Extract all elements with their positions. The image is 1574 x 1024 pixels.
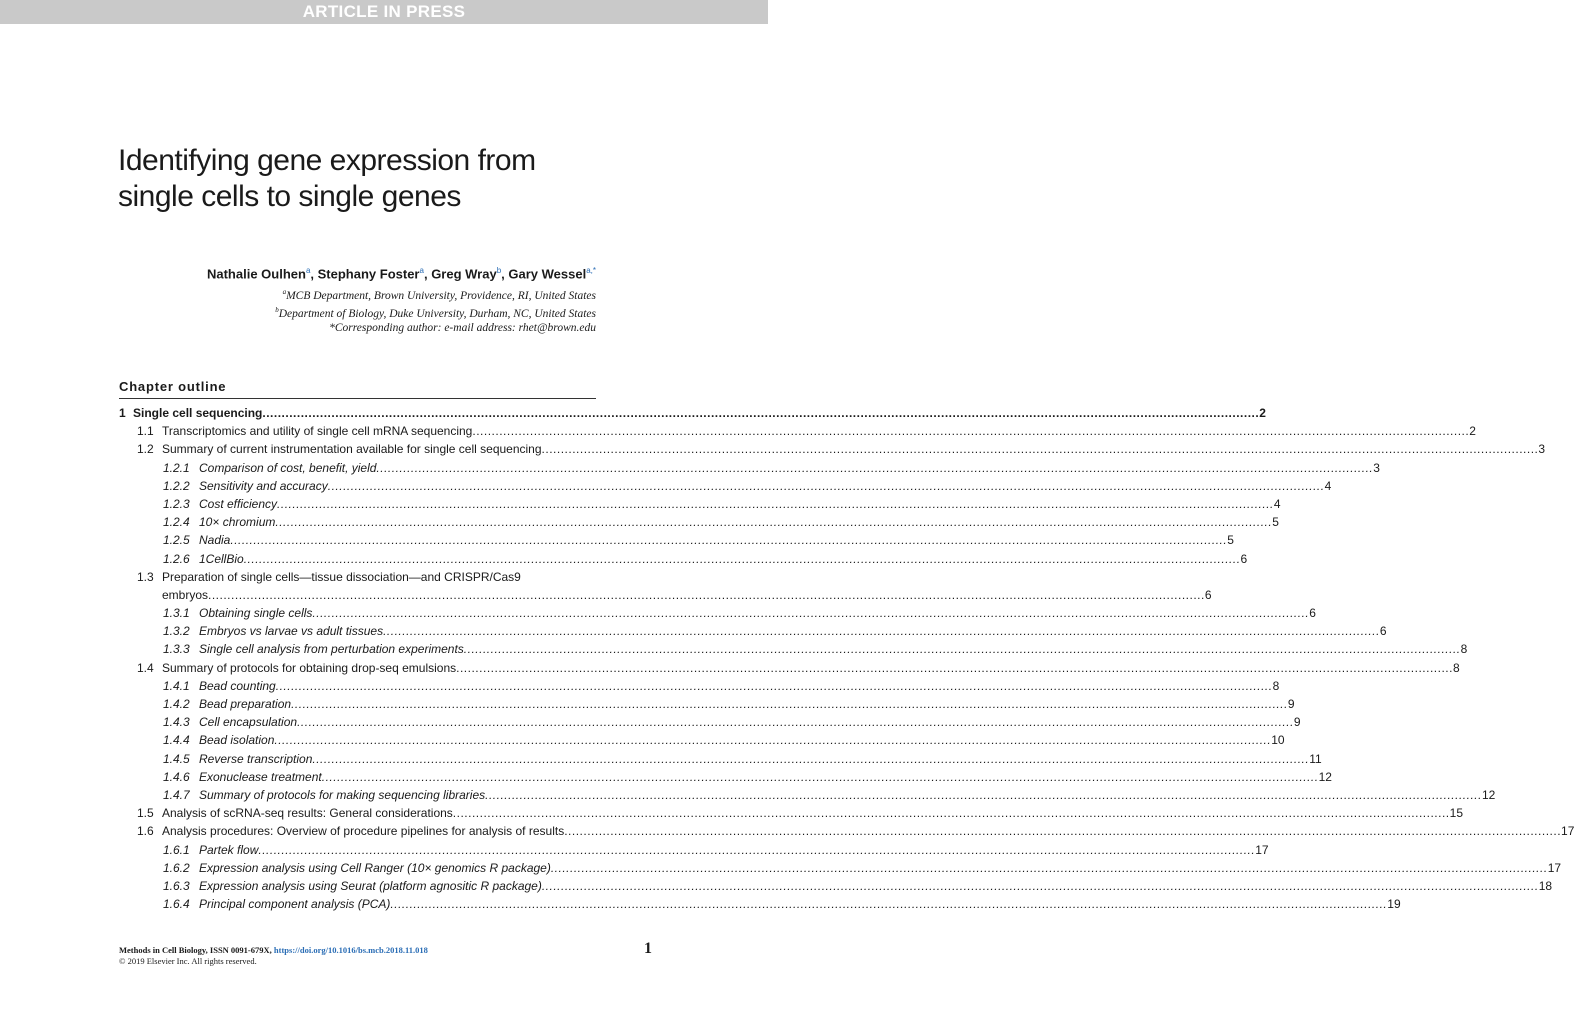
toc-item[interactable]: [119, 477, 1332, 495]
toc-item-entry: [199, 459, 1380, 477]
toc-item-title: Sensitivity and accuracy: [199, 478, 328, 493]
toc-item[interactable]: [119, 568, 596, 586]
toc-item-leader: ....................................................................................................................................................................................................................................................................: [383, 624, 1380, 639]
toc-item-number: 1.4.2: [163, 697, 190, 711]
toc-item-number: 1.4.3: [163, 715, 190, 730]
author-name: Gary Wessel: [508, 266, 587, 282]
toc-item-number: 1.4.1: [163, 678, 190, 693]
toc-item-leader: ....................................................................................................................................................................................................................................................................: [485, 787, 1482, 802]
toc-item-title: Summary of protocols for making sequencing libraries: [199, 787, 486, 802]
article-title: Identifying gene expression from single cells to single genes: [118, 144, 536, 213]
toc-item-title: 1CellBio: [199, 551, 244, 566]
table-of-contents: [119, 404, 1574, 913]
author-affiliation-marker: a: [305, 266, 311, 275]
author-affiliation-marker: b: [496, 266, 502, 275]
toc-item-leader: ....................................................................................................................................................................................................................................................................: [230, 533, 1228, 548]
toc-item[interactable]: [119, 713, 1301, 731]
toc-item[interactable]: [119, 877, 1553, 895]
toc-item-entry: [199, 877, 1553, 895]
toc-item-number: 1.3: [137, 569, 154, 584]
journal-issn: Methods in Cell Biology, ISSN 0091-679X,: [119, 945, 272, 955]
toc-item-title: Partek flow: [199, 842, 259, 857]
toc-item-leader: ....................................................................................................................................................................................................................................................................: [277, 496, 1274, 511]
toc-item[interactable]: [119, 404, 1266, 422]
affiliation-b-text: Department of Biology, Duke University, Durham, NC, United States: [278, 307, 596, 320]
toc-item[interactable]: [119, 422, 1476, 440]
toc-item-entry: [199, 695, 1295, 713]
toc-item-page: 6: [1240, 551, 1248, 566]
toc-item-entry: [199, 750, 1322, 768]
toc-item-number: 1.6.4: [163, 897, 190, 912]
toc-item-page: 12: [1318, 769, 1332, 784]
toc-item-number: 1.3.2: [163, 624, 190, 639]
toc-item-leader: ....................................................................................................................................................................................................................................................................: [463, 642, 1461, 657]
toc-item-leader: ....................................................................................................................................................................................................................................................................: [327, 478, 1325, 493]
toc-item-leader: ....................................................................................................................................................................................................................................................................: [274, 733, 1272, 748]
toc-item-leader: ....................................................................................................................................................................................................................................................................: [262, 406, 1260, 420]
toc-item-title: Embryos vs larvae vs adult tissues: [199, 624, 384, 639]
toc-item-title: Preparation of single cells—tissue dissociation—and CRISPR/Cas9: [162, 569, 521, 584]
toc-item-leader: ....................................................................................................................................................................................................................................................................: [275, 678, 1273, 693]
toc-item-number: 1.6.2: [163, 860, 190, 875]
toc-item-title: Expression analysis using Cell Ranger (10× genomics R package): [199, 860, 551, 875]
toc-item-title: Single cell sequencing: [133, 406, 263, 420]
author-name: Stephany Foster: [317, 266, 420, 282]
doi-link[interactable]: https://doi.org/10.1016/bs.mcb.2018.11.018: [273, 945, 428, 955]
toc-item-entry: [162, 659, 1460, 677]
toc-item-title: Single cell analysis from perturbation experiments: [199, 642, 464, 657]
toc-item-title: Cell encapsulation: [199, 715, 298, 730]
toc-item-title: Bead counting: [199, 678, 276, 693]
toc-item-number: 1.3.1: [163, 606, 190, 621]
toc-item-leader: ....................................................................................................................................................................................................................................................................: [472, 424, 1470, 439]
toc-item-page: 4: [1273, 496, 1281, 511]
toc-item[interactable]: [119, 804, 1463, 822]
toc-item[interactable]: [119, 550, 1248, 568]
toc-item[interactable]: [119, 731, 1285, 749]
toc-item-leader: ....................................................................................................................................................................................................................................................................: [258, 842, 1256, 857]
toc-item-entry: [199, 495, 1281, 513]
toc-item-page: 6: [1204, 587, 1212, 602]
toc-item-page: 19: [1387, 897, 1401, 912]
toc-item[interactable]: [119, 768, 1332, 786]
affiliation-a-marker: a: [282, 288, 287, 296]
toc-item-number: 1.2.5: [163, 533, 190, 548]
author-separator: ,: [423, 266, 432, 282]
toc-item-leader: ....................................................................................................................................................................................................................................................................: [390, 897, 1388, 912]
affiliation-b: [76, 302, 596, 322]
toc-item-title: Bead preparation: [199, 697, 292, 711]
toc-item[interactable]: [119, 440, 1546, 458]
toc-item-leader: ....................................................................................................................................................................................................................................................................: [550, 860, 1548, 875]
toc-item-number: 1.4: [137, 660, 154, 675]
affiliation-a: [76, 284, 596, 304]
toc-item[interactable]: [119, 822, 1574, 840]
toc-item-leader: ....................................................................................................................................................................................................................................................................: [291, 697, 1288, 711]
outline-divider: [119, 398, 596, 399]
toc-item-leader: ....................................................................................................................................................................................................................................................................: [297, 715, 1294, 730]
toc-item[interactable]: [119, 495, 1281, 513]
toc-item-page: 18: [1538, 878, 1553, 893]
toc-item[interactable]: [119, 604, 1316, 622]
toc-item-entry: [199, 859, 1562, 877]
toc-item-title: Expression analysis using Seurat (platform agnositic R package): [199, 878, 542, 893]
toc-item-title: Comparison of cost, benefit, yield: [199, 460, 377, 475]
toc-item[interactable]: [119, 586, 1212, 604]
author-list: [76, 262, 596, 283]
toc-item-number: 1.2.6: [163, 551, 190, 566]
toc-item-number: 1.2.2: [163, 478, 190, 493]
toc-item-page: 5: [1272, 515, 1279, 530]
toc-item-entry: [133, 404, 1266, 422]
toc-item-title: embryos: [162, 587, 209, 602]
toc-item-leader: ....................................................................................................................................................................................................................................................................: [243, 551, 1241, 566]
toc-item-title: Transcriptomics and utility of single cell mRNA sequencing: [162, 424, 473, 439]
toc-item[interactable]: [119, 622, 1387, 640]
toc-item-leader: ....................................................................................................................................................................................................................................................................: [376, 460, 1374, 475]
toc-item-entry: [199, 786, 1496, 804]
corresponding-author: *Corresponding author: e-mail address: rhet@brown.edu: [329, 322, 596, 334]
author-separator: ,: [501, 266, 509, 282]
author-separator: ,: [310, 266, 318, 282]
toc-item-page: 9: [1293, 715, 1301, 730]
toc-item[interactable]: [119, 531, 1234, 549]
toc-item-number: 1.4.6: [163, 769, 190, 784]
toc-item-title: Exonuclease treatment: [199, 769, 322, 784]
toc-item-number: 1.4.7: [163, 787, 190, 802]
toc-item-entry: [162, 804, 1463, 822]
toc-item-number: 1.2.4: [163, 515, 190, 530]
toc-item-title: Summary of current instrumentation available for single cell sequencing: [162, 442, 542, 457]
toc-item-title: Reverse transcription: [199, 751, 313, 766]
toc-item[interactable]: [119, 895, 1401, 913]
toc-item-entry: [199, 513, 1279, 531]
toc-item-leader: ....................................................................................................................................................................................................................................................................: [456, 660, 1453, 675]
toc-item-page: 8: [1460, 642, 1468, 657]
toc-item-entry: [162, 440, 1546, 458]
toc-item[interactable]: [119, 750, 1322, 768]
toc-item[interactable]: [119, 841, 1269, 859]
toc-item-leader: ....................................................................................................................................................................................................................................................................: [208, 587, 1205, 602]
toc-item-entry: [162, 822, 1574, 840]
toc-item-number: 1.3.3: [163, 642, 190, 657]
toc-item-number: 1.2.1: [163, 460, 190, 475]
toc-item-entry: [199, 731, 1285, 749]
toc-item-number: 1.2.3: [163, 496, 190, 511]
toc-item[interactable]: [119, 513, 1279, 531]
toc-item-leader: ....................................................................................................................................................................................................................................................................: [321, 769, 1319, 784]
toc-item-page: 5: [1227, 533, 1234, 548]
toc-item-page: 3: [1373, 460, 1380, 475]
page-number: 1: [644, 940, 652, 957]
toc-item[interactable]: [119, 859, 1562, 877]
toc-item-entry: [199, 713, 1301, 731]
toc-item-title: Cost efficiency: [199, 496, 278, 511]
toc-item[interactable]: [119, 459, 1380, 477]
toc-item-title: Obtaining single cells: [199, 606, 313, 621]
toc-item[interactable]: [119, 786, 1496, 804]
article-in-press-banner: ARTICLE IN PRESS: [0, 0, 768, 24]
toc-item-page: 12: [1481, 787, 1496, 802]
toc-item-number: 1.6: [137, 824, 154, 839]
author-affiliation-marker: a,*: [586, 266, 596, 275]
toc-item-number: 1.1: [137, 424, 154, 439]
toc-item-title: Analysis of scRNA-seq results: General considerations: [162, 806, 453, 821]
author-affiliation-marker: a: [419, 266, 424, 275]
toc-item-entry: [199, 768, 1332, 786]
toc-item-page: 10: [1271, 733, 1285, 748]
toc-item[interactable]: [119, 640, 1468, 658]
footer-info: [119, 945, 559, 967]
toc-item-title: 10× chromium: [199, 515, 276, 530]
toc-item-page: 15: [1449, 806, 1463, 821]
toc-item[interactable]: [119, 677, 1280, 695]
toc-item-entry: [199, 550, 1248, 568]
toc-item-title: Principal component analysis (PCA): [199, 897, 391, 912]
toc-item-page: 17: [1547, 860, 1562, 875]
toc-item-number: 1: [119, 406, 126, 420]
toc-item-entry: [199, 895, 1401, 913]
toc-item-leader: ....................................................................................................................................................................................................................................................................: [312, 751, 1310, 766]
author-name: Greg Wray: [431, 266, 497, 282]
toc-item-page: 2: [1469, 424, 1476, 439]
toc-item-leader: ....................................................................................................................................................................................................................................................................: [541, 878, 1539, 893]
toc-item-entry: [199, 677, 1280, 695]
toc-item-page: 6: [1309, 606, 1316, 621]
toc-item[interactable]: [119, 659, 1460, 677]
toc-item-entry: [162, 422, 1476, 440]
toc-item-page: 6: [1379, 624, 1387, 639]
toc-item-number: 1.6.1: [163, 842, 190, 857]
toc-item-page: 9: [1287, 697, 1295, 711]
footer-citation-line: [119, 945, 559, 956]
toc-item-number: 1.4.5: [163, 751, 190, 766]
toc-item-entry: [199, 622, 1387, 640]
toc-item-page: 17: [1561, 824, 1574, 839]
toc-item-leader: ....................................................................................................................................................................................................................................................................: [275, 515, 1273, 530]
toc-item-title: Analysis procedures: Overview of procedure pipelines for analysis of results: [162, 824, 565, 839]
toc-item-leader: ....................................................................................................................................................................................................................................................................: [564, 824, 1562, 839]
toc-item-page: 4: [1324, 478, 1332, 493]
toc-item-page: 3: [1538, 442, 1546, 457]
toc-item-title: Summary of protocols for obtaining drop-seq emulsions: [162, 660, 457, 675]
toc-item-entry: [199, 531, 1234, 549]
toc-item-title: Bead isolation: [199, 733, 275, 748]
toc-item-number: 1.2: [137, 442, 154, 457]
toc-item-page: 17: [1255, 842, 1269, 857]
toc-item-title: Nadia: [199, 533, 231, 548]
toc-item-entry: [199, 604, 1316, 622]
toc-item-page: 11: [1309, 751, 1322, 766]
copyright: © 2019 Elsevier Inc. All rights reserved.: [119, 956, 257, 966]
toc-item-entry: [199, 477, 1332, 495]
affiliation-a-text: MCB Department, Brown University, Providence, RI, United States: [286, 289, 596, 302]
toc-item-entry: [199, 841, 1269, 859]
toc-item-page: 8: [1272, 678, 1280, 693]
toc-item-page: 8: [1452, 660, 1460, 675]
toc-item-leader: ....................................................................................................................................................................................................................................................................: [312, 606, 1310, 621]
toc-item-entry: [199, 640, 1468, 658]
toc-item-leader: ....................................................................................................................................................................................................................................................................: [452, 806, 1450, 821]
toc-item[interactable]: [119, 695, 1295, 713]
toc-item-page: 2: [1259, 406, 1266, 420]
toc-item-number: 1.4.4: [163, 733, 190, 748]
affiliation-b-marker: b: [275, 306, 279, 314]
toc-item-number: 1.6.3: [163, 878, 190, 893]
chapter-outline-heading: Chapter outline: [119, 379, 227, 394]
toc-item-number: 1.5: [137, 806, 154, 821]
toc-item-entry: [162, 568, 596, 586]
author-name: Nathalie Oulhen: [206, 266, 306, 282]
toc-item-leader: ....................................................................................................................................................................................................................................................................: [541, 442, 1539, 457]
toc-item-entry: [162, 586, 1212, 604]
